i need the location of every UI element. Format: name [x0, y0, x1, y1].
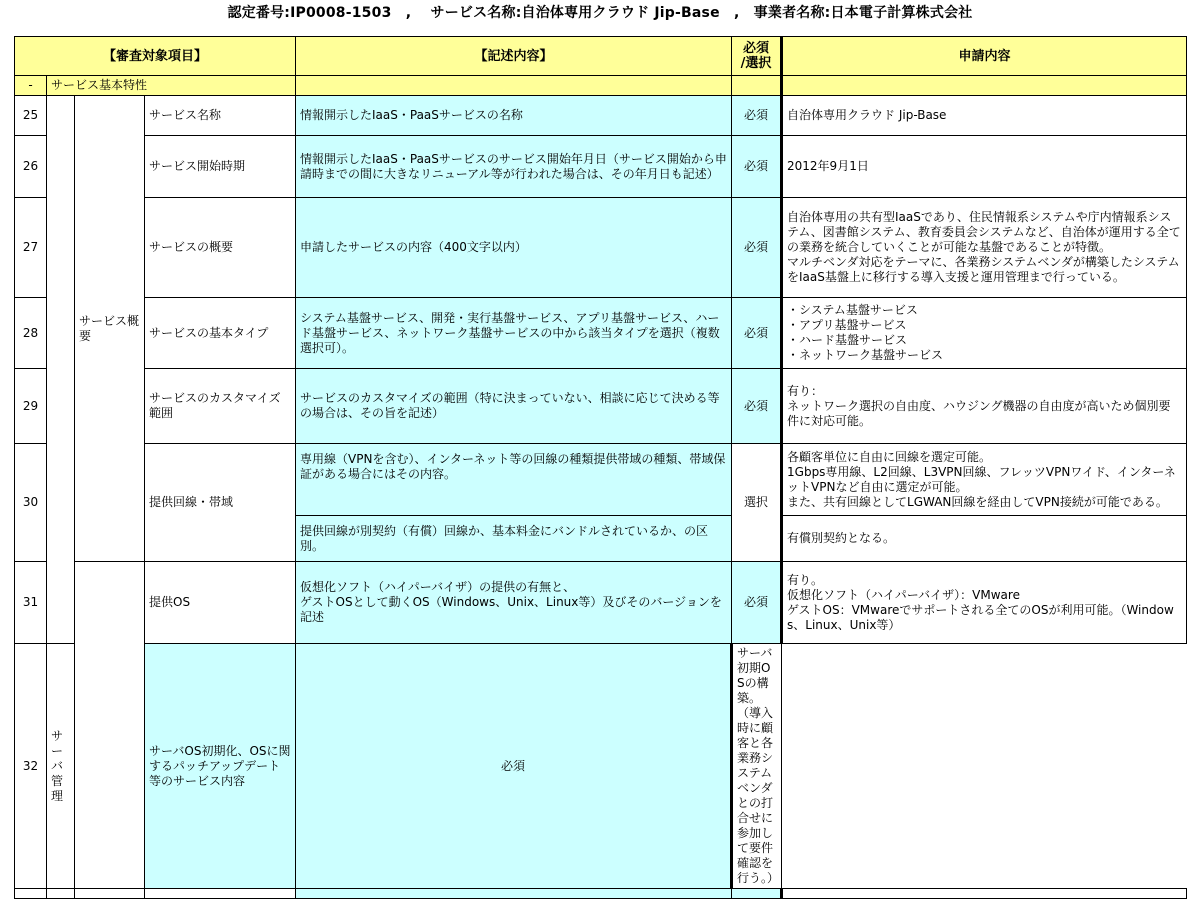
row-desc: サーバOS初期化、OSに関するパッチアップデート等のサービス内容 [145, 644, 296, 889]
review-table [14, 36, 1187, 899]
row-app: サーバ初期OSの構築。 （導入時に顧客と各業務システムベンダとの打合せに参加して要件確認を行う。） [732, 644, 782, 889]
row-desc: 情報開示したIaaS・PaaSサービスのサービス開始年月日（サービス開始から申請時までの間に大きなリニューアル等が行われた場合は、その年月日も記述） [296, 136, 732, 198]
row-item: 提供回線・帯域 [145, 444, 296, 562]
row-item: サービスの基本タイプ [145, 298, 296, 369]
row-app: 2012年9月1日 [782, 136, 1187, 198]
indent-cell [47, 96, 75, 644]
row-desc: 専用線（VPNを含む）、インターネット等の回線の種類提供帯域の種類、帯域保証がある場合にはその内容。 [296, 444, 732, 516]
row-req: 必須 [732, 369, 782, 444]
partial-cell [145, 889, 296, 899]
row-item: サーバ管理 [47, 644, 75, 889]
row-item: サービスのカスタマイズ範囲 [145, 369, 296, 444]
row-app: 自治体専用クラウド Jip-Base [782, 96, 1187, 136]
table-row [15, 298, 1187, 369]
table-row [15, 96, 1187, 136]
row-req: 必須 [732, 298, 782, 369]
table-row [15, 198, 1187, 298]
row-req: 選択 [732, 444, 782, 562]
row-number: 28 [15, 298, 47, 369]
section-desc-blank [296, 76, 732, 96]
row-desc-sub: 提供回線が別契約（有償）回線か、基本料金にバンドルされているか、の区別。 [296, 516, 732, 562]
row-desc: 情報開示したIaaS・PaaSサービスの名称 [296, 96, 732, 136]
row-app: 有り。 仮想化ソフト（ハイパーバイザ）：VMware ゲストOS：VMwareでサポートされる全てのOSが利用可能。（Windows、Linux、Unix等） [782, 562, 1187, 644]
row-req: 必須 [732, 562, 782, 644]
partial-cell [732, 889, 782, 899]
table-row [15, 644, 1187, 889]
table-row [15, 136, 1187, 198]
header-app: 申請内容 [782, 37, 1187, 76]
section-req-blank [732, 76, 782, 96]
row-item: サービス開始時期 [145, 136, 296, 198]
row-number: 27 [15, 198, 47, 298]
document-title: 認定番号:IP0008-1503 , サービス名称:自治体専用クラウド Jip-Base , 事業者名称:日本電子計算株式会社 [227, 5, 973, 21]
header-row [15, 37, 1187, 76]
row-desc: 仮想化ソフト（ハイパーバイザ）の提供の有無と、 ゲストOSとして動くOS（Windows、Unix、Linux等）及びそのバージョンを記述 [296, 562, 732, 644]
row-req: 必須 [296, 644, 732, 889]
header-desc: 【記述内容】 [296, 37, 732, 76]
row-app: 有り： ネットワーク選択の自由度、ハウジング機器の自由度が高いため個別要件に対応可能。 [782, 369, 1187, 444]
row-number: 31 [15, 562, 47, 644]
table-row-partial [15, 889, 1187, 899]
partial-cell [296, 889, 732, 899]
row-app-sub: 有償別契約となる。 [782, 516, 1187, 562]
row-app: 各顧客単位に自由に回線を選定可能。 1Gbps専用線、L2回線、L3VPN回線、フレッツVPNワイド、インターネットVPNなど自由に選定が可能。 また、共有回線としてLGWAN回線を経由してVPN接続が可能である。 [782, 444, 1187, 516]
row-desc: サービスのカスタマイズの範囲（特に決まっていない、相談に応じて決める等の場合は、その旨を記述） [296, 369, 732, 444]
row-number: 29 [15, 369, 47, 444]
category-cell: サービス概要 [75, 96, 145, 562]
partial-cell [782, 889, 1187, 899]
row-app: 自治体専用の共有型IaaSであり、住民情報系システムや庁内情報系システム、図書館システム、教育委員会システムなど、自治体が運用する全ての業務を統合していくことが可能な基盤であることが特徴。 マルチベンダ対応をテーマに、各業務システムベンダが構築したシステムをIaaS基盤上に移行する導入支援と運用管理まで行っている。 [782, 198, 1187, 298]
row-app: ・システム基盤サービス ・アプリ基盤サービス ・ハード基盤サービス ・ネットワーク基盤サービス [782, 298, 1187, 369]
row-number: 26 [15, 136, 47, 198]
row-item: サービス名称 [145, 96, 296, 136]
row-req: 必須 [732, 198, 782, 298]
row-number: 32 [15, 644, 47, 889]
row-number: 25 [15, 96, 47, 136]
table-row [15, 444, 1187, 516]
row-item: 提供OS [145, 562, 296, 644]
section-app-blank [782, 76, 1187, 96]
partial-cell [15, 889, 47, 899]
category-cell-cont [75, 562, 145, 889]
row-number: 30 [15, 444, 47, 562]
partial-cell [47, 889, 75, 899]
section-marker: - [15, 76, 47, 96]
row-req: 必須 [732, 96, 782, 136]
row-desc: システム基盤サービス、開発・実行基盤サービス、アプリ基盤サービス、ハード基盤サービス、ネットワーク基盤サービスの中から該当タイプを選択（複数選択可）。 [296, 298, 732, 369]
table-row [15, 562, 1187, 644]
header-item: 【審査対象項目】 [15, 37, 296, 76]
row-item: サービスの概要 [145, 198, 296, 298]
header-req: 必須 /選択 [732, 37, 782, 76]
section-row [15, 76, 1187, 96]
section-label: サービス基本特性 [47, 76, 296, 96]
row-req: 必須 [732, 136, 782, 198]
row-desc: 申請したサービスの内容（400文字以内） [296, 198, 732, 298]
table-row [15, 369, 1187, 444]
partial-cell [75, 889, 145, 899]
